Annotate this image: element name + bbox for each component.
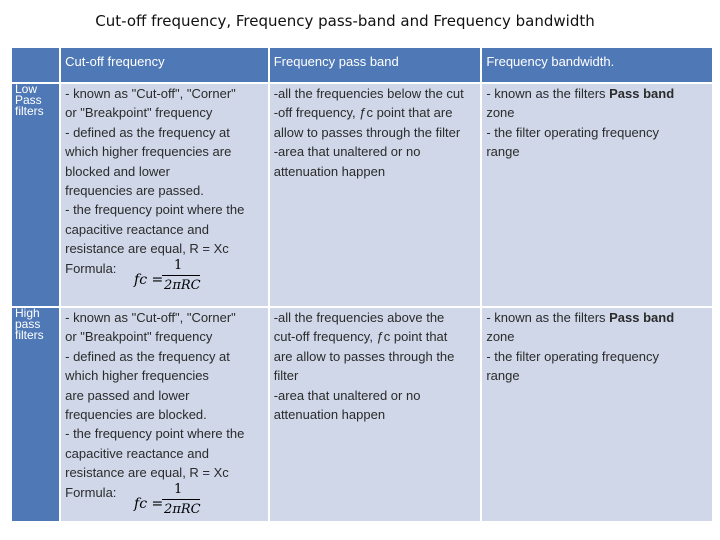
text-line xyxy=(486,84,708,103)
cell-passband-high-pass xyxy=(270,308,481,521)
formula-denominator: 2πRC xyxy=(164,501,201,517)
text-line: attenuation happen xyxy=(273,407,386,423)
text-line: - defined as the frequency at xyxy=(65,124,230,140)
emphasis-text: Pass band xyxy=(609,310,675,325)
text-line: -off frequency, ƒc point that are xyxy=(273,105,453,121)
text-line: zone xyxy=(486,105,515,121)
text-line: attenuation happen xyxy=(273,163,386,179)
text-fragment: - known as the filters xyxy=(486,310,610,325)
row-label-line: pass xyxy=(15,317,41,331)
column-header-cutoff: Cut-off frequency xyxy=(61,48,268,82)
text-fragment: - known as the filters xyxy=(486,86,610,101)
row-label-line: Low xyxy=(15,82,38,96)
text-line: or "Breakpoint" frequency xyxy=(65,105,213,121)
text-line: frequencies are passed. xyxy=(65,183,204,199)
text-line: capacitive reactance and xyxy=(65,445,209,461)
cell-passband-low-pass xyxy=(270,84,481,306)
text-line: are passed and lower xyxy=(65,387,190,403)
row-header-low-pass xyxy=(12,84,59,306)
text-line: or "Breakpoint" frequency xyxy=(65,329,213,345)
text-line: zone xyxy=(486,329,515,345)
formula-line xyxy=(65,259,264,297)
row-label-line: Pass xyxy=(15,93,42,107)
formula-label: Formula: xyxy=(65,260,117,276)
cutoff-formula xyxy=(134,259,206,297)
corner-cell xyxy=(12,48,59,82)
formula-lhs: fc = xyxy=(134,271,164,288)
text-line xyxy=(486,308,708,327)
text-line: - the frequency point where the xyxy=(65,202,245,218)
text-line: - the filter operating frequency xyxy=(486,124,660,140)
formula-numerator: 1 xyxy=(174,257,183,273)
emphasis-text: Pass band xyxy=(609,86,675,101)
formula-numerator: 1 xyxy=(174,481,183,497)
column-header-passband: Frequency pass band xyxy=(270,48,481,82)
formula-label: Formula: xyxy=(65,484,117,500)
text-line: - known as "Cut-off", "Corner" xyxy=(65,86,236,101)
text-line: cut-off frequency, ƒc point that xyxy=(273,329,448,345)
column-header-bandwidth: Frequency bandwidth. xyxy=(482,48,712,82)
row-label-line: filters xyxy=(15,104,44,118)
text-line: blocked and lower xyxy=(65,163,170,179)
table-row xyxy=(12,84,712,306)
cell-bandwidth-low-pass xyxy=(482,84,712,306)
formula-denominator: 2πRC xyxy=(164,277,201,293)
cell-bandwidth-high-pass xyxy=(482,308,712,521)
text-line: range xyxy=(486,144,520,160)
text-line: range xyxy=(486,368,520,384)
text-line: -area that unaltered or no xyxy=(273,387,421,403)
row-label-line: High xyxy=(15,306,40,320)
cell-cutoff-low-pass xyxy=(61,84,268,306)
text-line: frequencies are blocked. xyxy=(65,407,207,423)
text-line: which higher frequencies are xyxy=(65,144,232,160)
text-line: allow to passes through the filter xyxy=(273,124,461,140)
formula-line xyxy=(65,483,264,521)
text-line: -all the frequencies above the xyxy=(273,310,445,325)
text-line: -area that unaltered or no xyxy=(273,144,421,160)
table-row xyxy=(12,308,712,521)
comparison-table xyxy=(10,46,714,523)
text-line: are allow to passes through the xyxy=(273,348,455,364)
header-row xyxy=(12,48,712,82)
row-header-high-pass xyxy=(12,308,59,521)
text-line: - the frequency point where the xyxy=(65,426,245,442)
row-label-line: filters xyxy=(15,328,44,342)
text-line: which higher frequencies xyxy=(65,368,209,384)
text-line: resistance are equal, R = Xc xyxy=(65,465,229,481)
text-line: -all the frequencies below the cut xyxy=(273,86,464,101)
page-title: Cut-off frequency, Frequency pass-band and Frequency bandwidth xyxy=(95,12,595,30)
text-line: capacitive reactance and xyxy=(65,221,209,237)
text-line: - defined as the frequency at xyxy=(65,348,230,364)
text-line: - the filter operating frequency xyxy=(486,348,660,364)
text-line: resistance are equal, R = Xc xyxy=(65,241,229,257)
text-line: - known as "Cut-off", "Corner" xyxy=(65,310,236,325)
formula-lhs: fc = xyxy=(134,495,164,512)
cell-cutoff-high-pass xyxy=(61,308,268,521)
cutoff-formula xyxy=(134,483,206,521)
text-line: filter xyxy=(273,368,299,384)
